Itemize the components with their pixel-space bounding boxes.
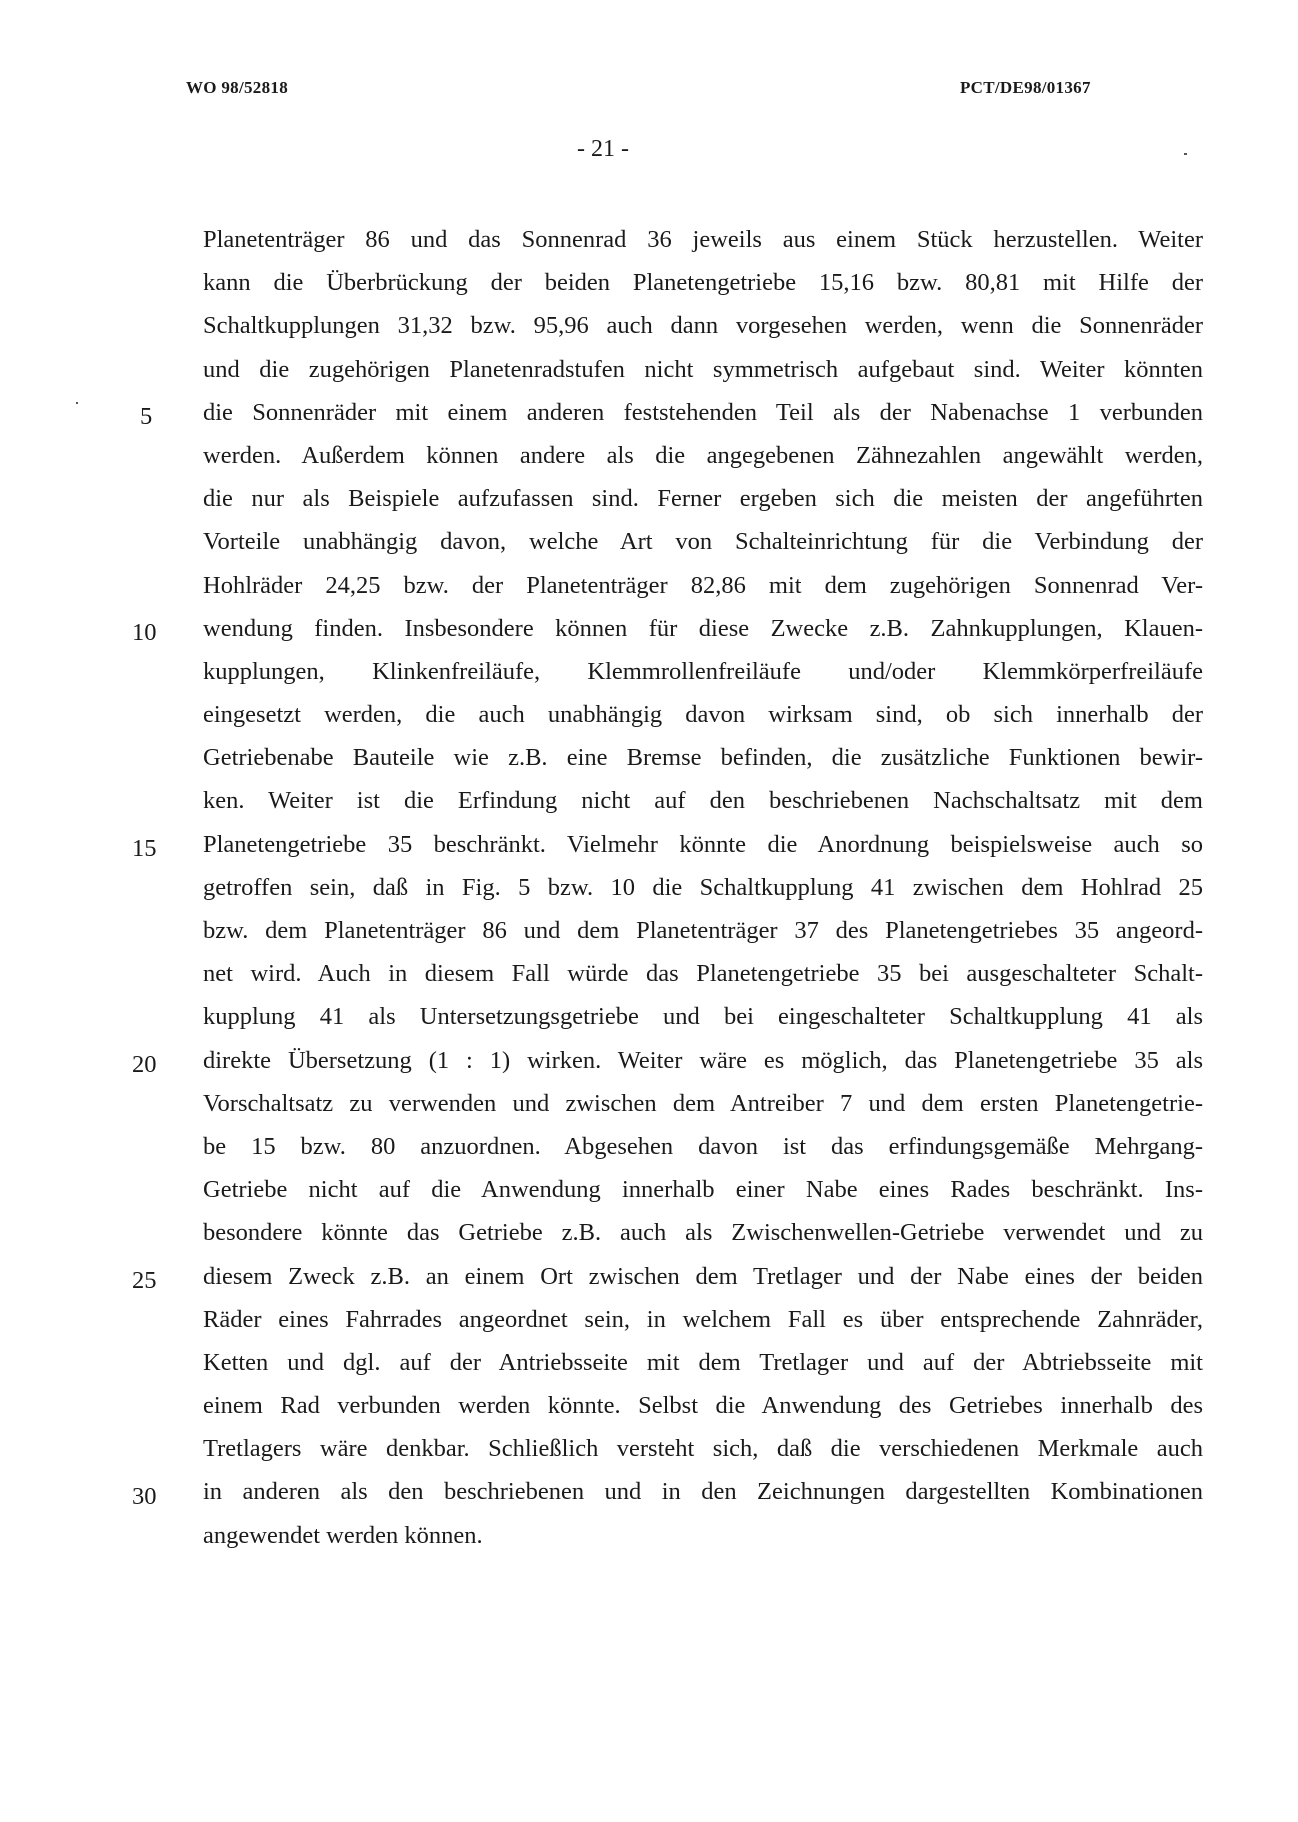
text-line: Getriebe nicht auf die Anwendung innerhalb einer Nabe eines Rades beschränkt. Ins- <box>203 1176 1203 1204</box>
margin-line-number: 25 <box>132 1266 157 1294</box>
text-line: wendung finden. Insbesondere können für diese Zwecke z.B. Zahnkupplungen, Klauen- <box>203 614 1203 642</box>
text-line: diesem Zweck z.B. an einem Ort zwischen dem Tretlager und der Nabe eines der beiden <box>203 1262 1203 1290</box>
text-line: die nur als Beispiele aufzufassen sind. Ferner ergeben sich die meisten der angeführten <box>203 485 1203 513</box>
text-line: getroffen sein, daß in Fig. 5 bzw. 10 die Schaltkupplung 41 zwischen dem Hohlrad 25 <box>203 873 1203 901</box>
text-line: Ketten und dgl. auf der Antriebsseite mit dem Tretlager und auf der Abtriebsseite mit <box>203 1348 1203 1376</box>
text-line: Hohlräder 24,25 bzw. der Planetenträger 82,86 mit dem zugehörigen Sonnenrad Ver- <box>203 571 1203 599</box>
publication-number: WO 98/52818 <box>186 78 288 97</box>
text-line: net wird. Auch in diesem Fall würde das Planetengetriebe 35 bei ausgeschalteter Schalt- <box>203 960 1203 988</box>
application-number: PCT/DE98/01367 <box>960 78 1091 97</box>
text-line: in anderen als den beschriebenen und in den Zeichnungen dargestellten Kombinationen <box>203 1478 1203 1506</box>
text-line: Schaltkupplungen 31,32 bzw. 95,96 auch dann vorgesehen werden, wenn die Sonnenräder <box>203 312 1203 340</box>
body-text <box>203 218 1203 1557</box>
margin-line-number: 5 <box>140 402 153 430</box>
text-line: Tretlagers wäre denkbar. Schließlich versteht sich, daß die verschiedenen Merkmale auch <box>203 1435 1203 1463</box>
text-line: bzw. dem Planetenträger 86 und dem Planetenträger 37 des Planetengetriebes 35 angeord- <box>203 917 1203 944</box>
text-line: be 15 bzw. 80 anzuordnen. Abgesehen davon ist das erfindungsgemäße Mehrgang- <box>203 1132 1203 1160</box>
text-line: Vorteile unabhängig davon, welche Art von Schalteinrichtung für die Verbindung der <box>203 528 1203 556</box>
margin-line-number: 15 <box>132 834 157 862</box>
margin-line-number: 20 <box>132 1050 157 1078</box>
scan-speck <box>76 402 78 404</box>
margin-line-number: 10 <box>132 618 157 646</box>
text-line: werden. Außerdem können andere als die angegebenen Zähnezahlen angewählt werden, <box>203 441 1203 469</box>
text-line: Planetengetriebe 35 beschränkt. Vielmehr könnte die Anordnung beispielsweise auch so <box>203 830 1203 858</box>
text-line: Räder eines Fahrrades angeordnet sein, in welchem Fall es über entsprechende Zahnräder, <box>203 1305 1203 1333</box>
page-number: - 21 - <box>577 136 629 162</box>
text-line: Vorschaltsatz zu verwenden und zwischen dem Antreiber 7 und dem ersten Planetengetrie- <box>203 1089 1203 1117</box>
text-line: kupplungen, Klinkenfreiläufe, Klemmrollenfreiläufe und/oder Klemmkörperfreiläufe <box>203 657 1203 685</box>
text-line: Planetenträger 86 und das Sonnenrad 36 jeweils aus einem Stück herzustellen. Weiter <box>203 226 1203 253</box>
text-line: einem Rad verbunden werden könnte. Selbst die Anwendung des Getriebes innerhalb des <box>203 1392 1203 1420</box>
text-line: kann die Überbrückung der beiden Planetengetriebe 15,16 bzw. 80,81 mit Hilfe der <box>203 269 1203 297</box>
margin-line-number: 30 <box>132 1482 157 1510</box>
text-line: besondere könnte das Getriebe z.B. auch als Zwischenwellen-Getriebe verwendet und zu <box>203 1219 1203 1247</box>
text-line: eingesetzt werden, die auch unabhängig davon wirksam sind, ob sich innerhalb der <box>203 701 1203 729</box>
text-line: ken. Weiter ist die Erfindung nicht auf den beschriebenen Nachschaltsatz mit dem <box>203 787 1203 815</box>
text-line: die Sonnenräder mit einem anderen feststehenden Teil als der Nabenachse 1 verbunden <box>203 398 1203 426</box>
text-line: Getriebenabe Bauteile wie z.B. eine Bremse befinden, die zusätzliche Funktionen bewir- <box>203 744 1203 772</box>
text-line: angewendet werden können. <box>203 1521 483 1549</box>
text-line: direkte Übersetzung (1 : 1) wirken. Weiter wäre es möglich, das Planetengetriebe 35 als <box>203 1046 1203 1074</box>
text-line: kupplung 41 als Untersetzungsgetriebe und bei eingeschalteter Schaltkupplung 41 als <box>203 1003 1203 1031</box>
scan-speck <box>1184 153 1187 155</box>
text-line: und die zugehörigen Planetenradstufen nicht symmetrisch aufgebaut sind. Weiter könnten <box>203 355 1203 383</box>
